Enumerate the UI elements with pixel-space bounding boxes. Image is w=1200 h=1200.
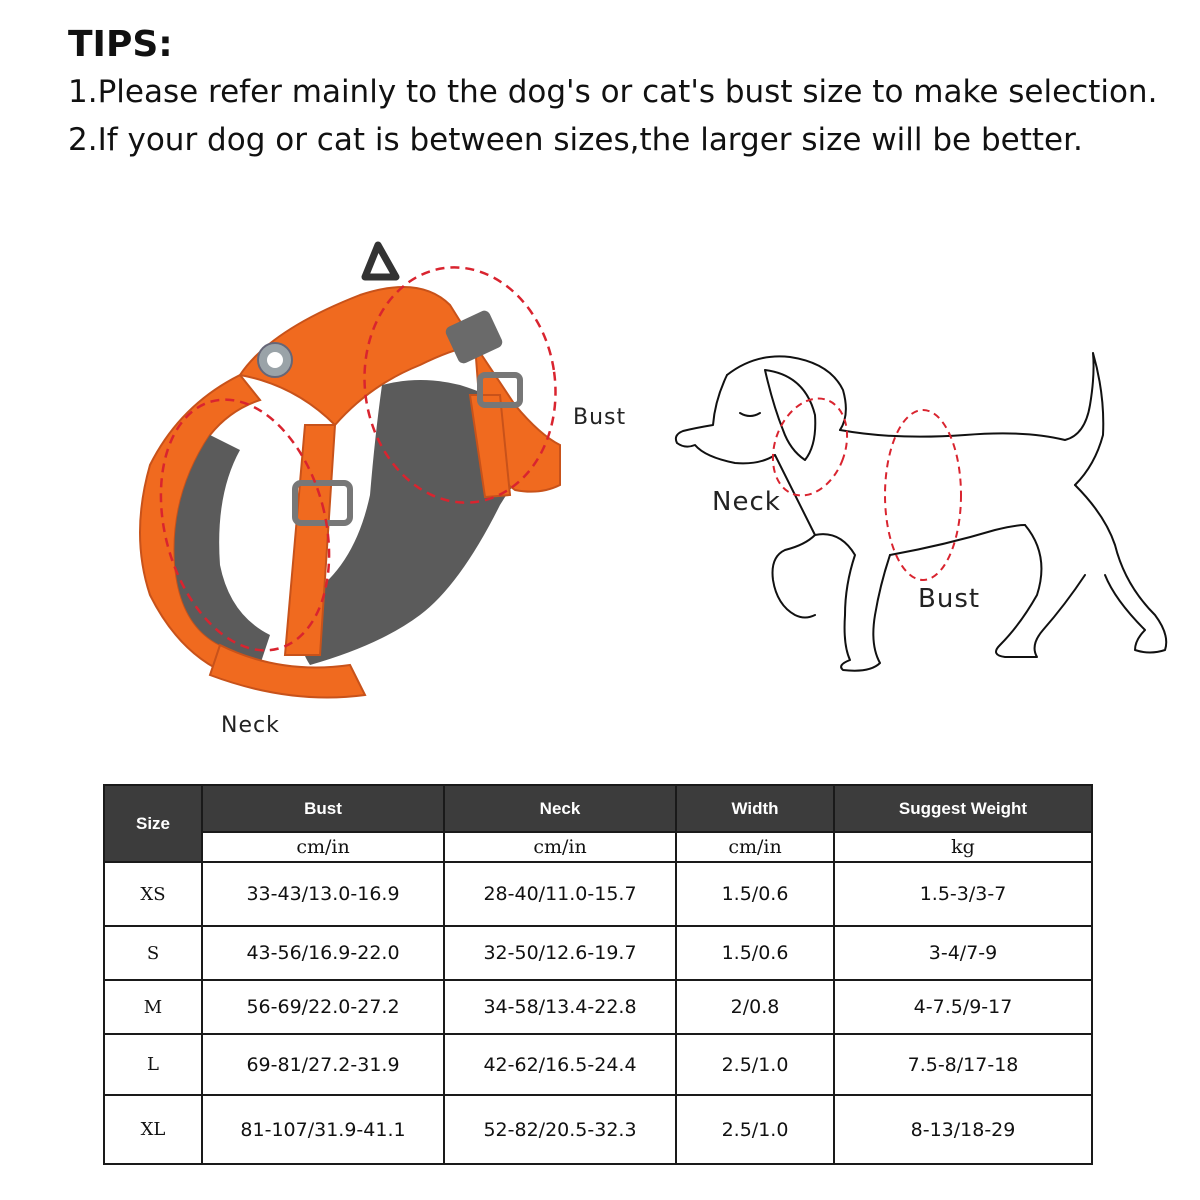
unit-row [104, 832, 1092, 862]
weight-cell: 7.5-8/17-18 [834, 1034, 1092, 1095]
table-row [104, 862, 1092, 926]
neck-header: Neck [444, 785, 676, 832]
dog-bust-label: Bust [918, 584, 981, 614]
neck-cell: 28-40/11.0-15.7 [444, 862, 676, 926]
size-cell: S [104, 926, 202, 980]
bust-header: Bust [202, 785, 444, 832]
tip-line-1: 1.Please refer mainly to the dog's or cat's bust size to make selection. [68, 74, 1158, 110]
size-cell: XL [104, 1095, 202, 1164]
table-row [104, 1034, 1092, 1095]
tip-line-2: 2.If your dog or cat is between sizes,the larger size will be better. [68, 122, 1083, 158]
table-row [104, 980, 1092, 1034]
size-chart-table [103, 784, 1093, 1165]
bust-unit: cm/in [202, 832, 444, 862]
width-header: Width [676, 785, 834, 832]
size-cell: L [104, 1034, 202, 1095]
weight-cell: 1.5-3/3-7 [834, 862, 1092, 926]
neck-cell: 34-58/13.4-22.8 [444, 980, 676, 1034]
dog-neck-label: Neck [712, 487, 781, 517]
width-cell: 1.5/0.6 [676, 862, 834, 926]
harness-neck-label: Neck [221, 713, 280, 738]
header-row [104, 785, 1092, 832]
width-unit: cm/in [676, 832, 834, 862]
table-row [104, 926, 1092, 980]
width-cell: 2.5/1.0 [676, 1095, 834, 1164]
size-header: Size [104, 785, 202, 862]
weight-cell: 3-4/7-9 [834, 926, 1092, 980]
width-cell: 1.5/0.6 [676, 926, 834, 980]
weight-cell: 4-7.5/9-17 [834, 980, 1092, 1034]
table-row [104, 1095, 1092, 1164]
harness-illustration [120, 235, 580, 705]
harness-bust-label: Bust [573, 405, 627, 430]
weight-unit: kg [834, 832, 1092, 862]
size-cell: M [104, 980, 202, 1034]
neck-cell: 32-50/12.6-19.7 [444, 926, 676, 980]
tips-section [68, 22, 1157, 164]
bust-cell: 33-43/13.0-16.9 [202, 862, 444, 926]
neck-cell: 52-82/20.5-32.3 [444, 1095, 676, 1164]
weight-cell: 8-13/18-29 [834, 1095, 1092, 1164]
neck-unit: cm/in [444, 832, 676, 862]
neck-cell: 42-62/16.5-24.4 [444, 1034, 676, 1095]
bust-cell: 56-69/22.0-27.2 [202, 980, 444, 1034]
bust-cell: 81-107/31.9-41.1 [202, 1095, 444, 1164]
width-cell: 2/0.8 [676, 980, 834, 1034]
weight-header: Suggest Weight [834, 785, 1092, 832]
bust-cell: 43-56/16.9-22.0 [202, 926, 444, 980]
size-cell: XS [104, 862, 202, 926]
tips-title: TIPS: [68, 24, 173, 65]
width-cell: 2.5/1.0 [676, 1034, 834, 1095]
bust-cell: 69-81/27.2-31.9 [202, 1034, 444, 1095]
